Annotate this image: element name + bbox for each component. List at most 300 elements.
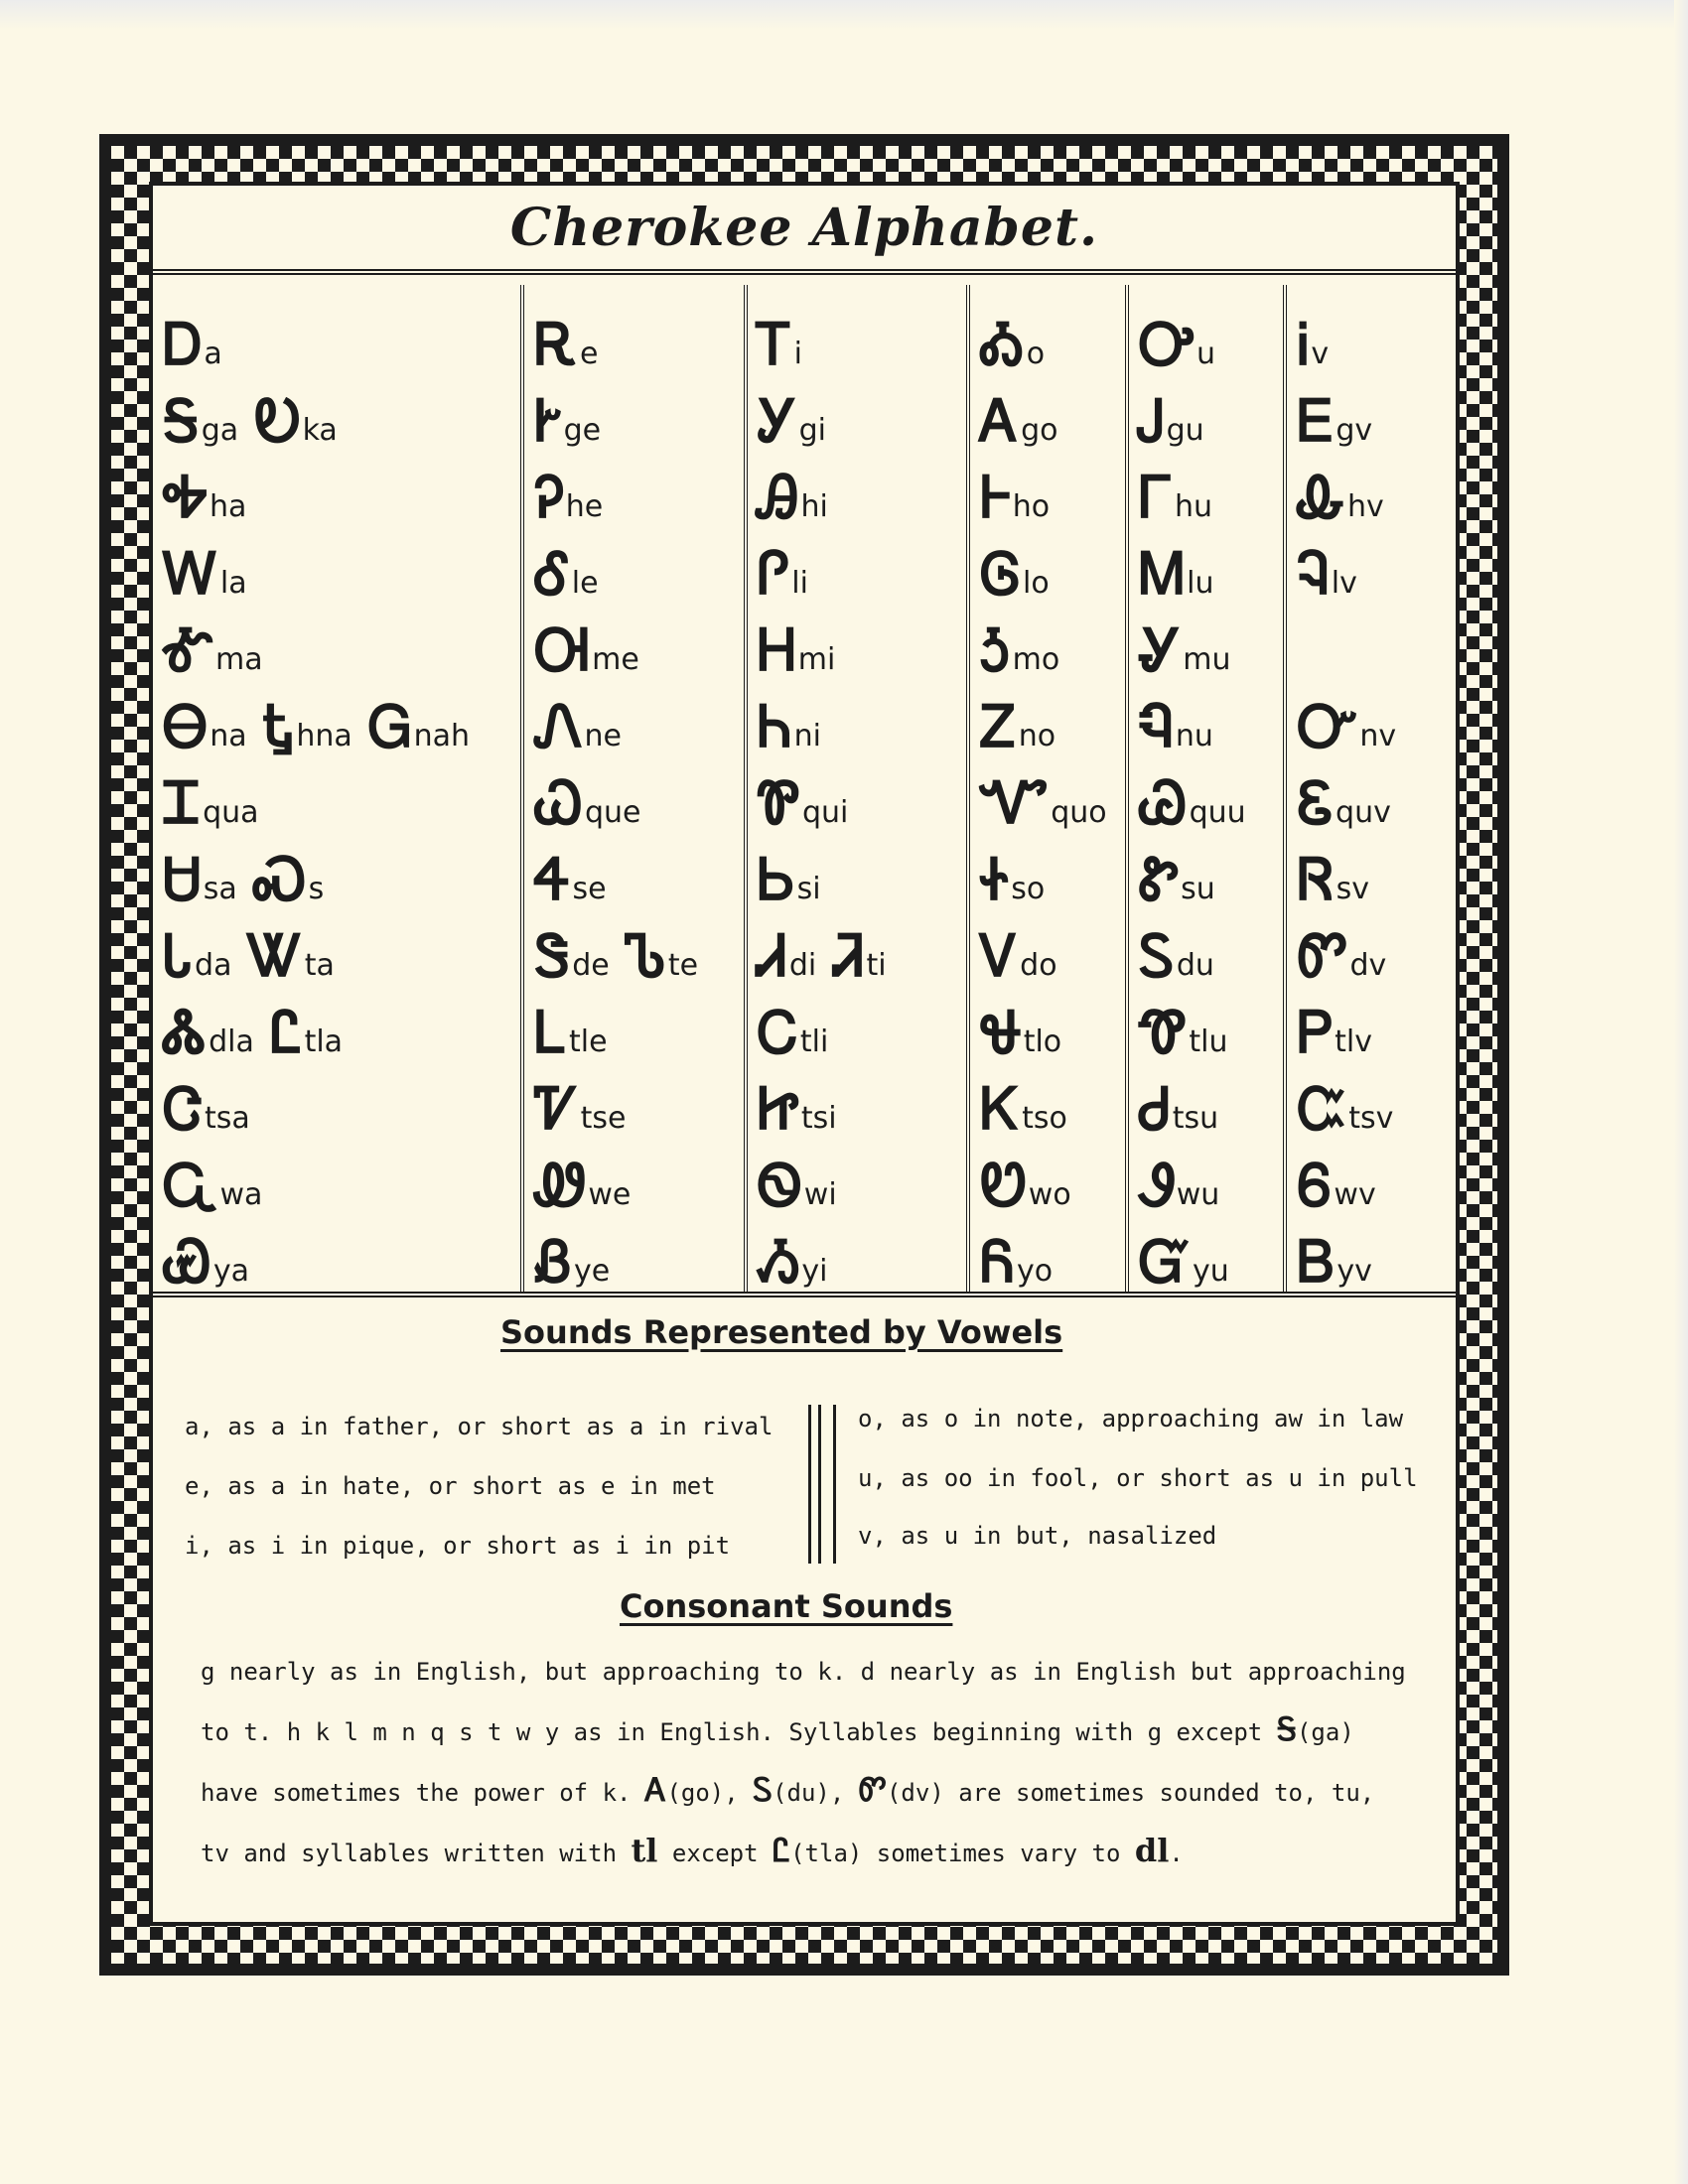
syllable-glyph: Ꮫ bbox=[1297, 922, 1348, 990]
syllable-sound: dv bbox=[1349, 948, 1387, 983]
syllable-cell bbox=[163, 1063, 520, 1143]
syllable-glyph: Ꮸ bbox=[1297, 1075, 1347, 1143]
syllable-sound: gu bbox=[1166, 413, 1204, 448]
a-column bbox=[153, 285, 524, 1296]
syllable-sound: ta bbox=[304, 948, 335, 983]
consonant-text-3d: (dv) are sometimes sounded to, tu, bbox=[886, 1779, 1375, 1807]
i-column bbox=[748, 285, 970, 1296]
syllable-cell bbox=[1297, 1140, 1456, 1219]
syllable-glyph: Ꮝ bbox=[252, 846, 307, 913]
syllable-e bbox=[534, 311, 599, 378]
syllable-glyph: Ꮲ bbox=[1297, 999, 1334, 1066]
syllable-sound: ya bbox=[212, 1254, 249, 1289]
syllable-sound: we bbox=[588, 1177, 632, 1212]
syllable-glyph: Ᏼ bbox=[1297, 1228, 1336, 1296]
syllable-sound: tle bbox=[569, 1024, 608, 1059]
syllable-cell bbox=[1138, 681, 1284, 760]
syllable-glyph: Ꮾ bbox=[1297, 1152, 1333, 1219]
syllable-ho bbox=[980, 464, 1051, 531]
syllable-sound: gi bbox=[798, 413, 826, 448]
syllable-glyph: Ꭲ bbox=[757, 311, 792, 378]
syllable-sound: mu bbox=[1183, 642, 1231, 677]
syllable-sound: tsv bbox=[1348, 1101, 1394, 1136]
syllable-glyph: Ꮊ bbox=[534, 616, 591, 684]
consonant-text-3b: (go), bbox=[666, 1779, 739, 1807]
syllable-glyph: Ꭿ bbox=[757, 464, 799, 531]
syllable-wa bbox=[163, 1152, 263, 1219]
consonant-text bbox=[201, 1643, 1432, 1882]
syllable-sound: tso bbox=[1022, 1101, 1067, 1136]
syllable-glyph: Ꭹ bbox=[757, 387, 797, 455]
syllable-cell bbox=[757, 1140, 966, 1219]
syllable-sound: lu bbox=[1187, 566, 1214, 601]
syllable-glyph: Ꮳ bbox=[163, 1075, 203, 1143]
vowel-line-u: u, as oo in fool, or short as u in pull bbox=[858, 1464, 1418, 1492]
syllable-ga bbox=[163, 387, 239, 455]
syllable-sound: sv bbox=[1336, 872, 1370, 906]
syllable-cell bbox=[980, 1216, 1125, 1296]
syllable-glyph: Ꭳ bbox=[980, 311, 1025, 378]
syllable-cell bbox=[534, 834, 743, 913]
vowel-line-v: v, as u in but, nasalized bbox=[858, 1522, 1217, 1550]
syllable-glyph: Ꮰ bbox=[980, 999, 1022, 1066]
syllable-cell bbox=[1138, 910, 1284, 990]
syllable-cell bbox=[163, 910, 520, 990]
syllable-gi bbox=[757, 387, 826, 455]
syllable-cell bbox=[1297, 910, 1456, 990]
e-column bbox=[524, 285, 747, 1296]
syllable-qui bbox=[757, 769, 849, 837]
syllable-sound: si bbox=[796, 872, 821, 906]
syllable-cell bbox=[534, 452, 743, 531]
syllable-sound: que bbox=[584, 795, 641, 830]
syllable-cell bbox=[163, 528, 520, 608]
syllable-cell bbox=[980, 757, 1125, 837]
syllable-glyph: Ꮹ bbox=[163, 1152, 218, 1219]
syllable-cell bbox=[534, 681, 743, 760]
syllable-glyph: Ꮷ bbox=[1138, 1075, 1171, 1143]
syllable-sound: mo bbox=[1012, 642, 1060, 677]
syllable-nah bbox=[367, 693, 471, 760]
syllable-cell bbox=[534, 757, 743, 837]
consonant-text-2a: to t. h k l m n q s t w y as in English. Syllables beginning with g except bbox=[201, 1718, 1263, 1746]
chart-panel bbox=[149, 182, 1460, 1926]
syllable-cell bbox=[163, 834, 520, 913]
syllable-glyph: Ꭸ bbox=[534, 387, 562, 455]
syllabary-grid bbox=[153, 285, 1456, 1297]
syllable-quo bbox=[980, 769, 1107, 837]
u-column bbox=[1129, 285, 1288, 1296]
syllable-glyph: Ꮄ bbox=[534, 540, 570, 608]
syllable-glyph-tla: Ꮭ bbox=[773, 1832, 791, 1869]
syllable-cell bbox=[1297, 1063, 1456, 1143]
syllable-wv bbox=[1297, 1152, 1376, 1219]
syllable-cell bbox=[1138, 1063, 1284, 1143]
syllable-cell bbox=[757, 681, 966, 760]
syllable-sound: tsa bbox=[204, 1101, 250, 1136]
scan-edge bbox=[0, 0, 1688, 30]
syllable-cell bbox=[1138, 834, 1284, 913]
syllable-cell bbox=[534, 1140, 743, 1219]
syllable-sound: du bbox=[1176, 948, 1214, 983]
syllable-cell bbox=[163, 452, 520, 531]
syllable-glyph: Ꭶ bbox=[163, 387, 200, 455]
syllable-glyph: Ꭾ bbox=[534, 464, 564, 531]
syllable-glyph: Ꮿ bbox=[163, 1228, 211, 1296]
syllable-glyph: Ꮕ bbox=[1297, 693, 1358, 760]
syllable-cell bbox=[1297, 452, 1456, 531]
syllable-sound: hi bbox=[800, 489, 828, 524]
syllable-sound: wv bbox=[1334, 1177, 1376, 1212]
syllable-cell bbox=[757, 987, 966, 1066]
syllable-glyph: Ꮟ bbox=[757, 846, 795, 913]
syllable-sound: dla bbox=[209, 1024, 254, 1059]
syllable-glyph: Ꮯ bbox=[757, 999, 798, 1066]
syllable-hi bbox=[757, 464, 828, 531]
syllable-sound: hna bbox=[296, 719, 352, 753]
syllable-glyph: Ꮃ bbox=[163, 540, 218, 608]
syllable-gu bbox=[1138, 387, 1204, 455]
syllable-sv bbox=[1297, 846, 1370, 913]
letters-tl: tl bbox=[631, 1832, 658, 1869]
syllable-tsa bbox=[163, 1075, 250, 1143]
syllable-gv bbox=[1297, 387, 1373, 455]
syllable-cell bbox=[757, 834, 966, 913]
syllable-lu bbox=[1138, 540, 1214, 608]
syllable-cell bbox=[163, 375, 520, 455]
syllable-tsv bbox=[1297, 1075, 1394, 1143]
syllable-glyph: Ꮗ bbox=[534, 769, 583, 837]
syllable-mo bbox=[980, 616, 1060, 684]
syllable-tla bbox=[269, 999, 344, 1066]
syllable-cell bbox=[534, 299, 743, 378]
syllable-sound: sa bbox=[203, 872, 237, 906]
syllable-glyph-go: Ꭺ bbox=[644, 1771, 667, 1809]
syllable-ti bbox=[832, 922, 887, 990]
syllable-sound: na bbox=[210, 719, 247, 753]
consonant-text-2b: (ga) bbox=[1296, 1718, 1354, 1746]
title-box bbox=[153, 186, 1456, 275]
syllable-glyph: Ꮽ bbox=[1138, 1152, 1175, 1219]
syllable-cell bbox=[1297, 1216, 1456, 1296]
syllable-cell bbox=[980, 834, 1125, 913]
syllable-sound: lv bbox=[1331, 566, 1357, 601]
syllable-sound: wu bbox=[1176, 1177, 1220, 1212]
syllable-glyph: Ꮧ bbox=[757, 922, 787, 990]
syllable-sound: ma bbox=[215, 642, 263, 677]
syllable-wu bbox=[1138, 1152, 1220, 1219]
consonant-text-4end: . bbox=[1169, 1840, 1184, 1867]
syllable-cell bbox=[980, 452, 1125, 531]
syllable-cell bbox=[534, 605, 743, 684]
syllable-sound: tla bbox=[304, 1024, 344, 1059]
syllable-yu bbox=[1138, 1228, 1229, 1296]
syllable-sound: tlv bbox=[1335, 1024, 1373, 1059]
syllable-yi bbox=[757, 1228, 828, 1296]
consonant-text-3c: (du), bbox=[773, 1779, 845, 1807]
syllable-mu bbox=[1138, 616, 1231, 684]
syllable-glyph: Ꮞ bbox=[534, 846, 571, 913]
syllable-glyph: Ꮍ bbox=[1138, 616, 1182, 684]
syllable-sound: la bbox=[219, 566, 247, 601]
syllable-cell bbox=[757, 452, 966, 531]
vowels-heading: Sounds Represented by Vowels bbox=[500, 1313, 1063, 1351]
syllable-ka bbox=[254, 387, 338, 455]
syllable-glyph: Ꮥ bbox=[534, 922, 571, 990]
syllable-so bbox=[980, 846, 1046, 913]
syllable-glyph: Ꮣ bbox=[163, 922, 194, 990]
syllable-la bbox=[163, 540, 247, 608]
syllable-ma bbox=[163, 616, 263, 684]
v-column bbox=[1287, 285, 1456, 1296]
syllable-sound: tsi bbox=[800, 1101, 837, 1136]
syllable-tlo bbox=[980, 999, 1062, 1066]
syllable-li bbox=[757, 540, 808, 608]
syllable-sound: le bbox=[571, 566, 599, 601]
syllable-sound: a bbox=[204, 337, 222, 371]
syllable-sound: tse bbox=[580, 1101, 627, 1136]
syllable-glyph: Ᏸ bbox=[534, 1228, 572, 1296]
divider-bars bbox=[808, 1405, 836, 1564]
syllable-sound: he bbox=[565, 489, 604, 524]
syllable-sound: yv bbox=[1336, 1254, 1372, 1289]
syllable-dv bbox=[1297, 922, 1387, 990]
syllable-glyph: Ꮋ bbox=[757, 616, 796, 684]
syllable-sound: da bbox=[195, 948, 232, 983]
syllable-sound: yo bbox=[1016, 1254, 1054, 1289]
syllable-sound: tli bbox=[799, 1024, 829, 1059]
syllable-glyph: Ꮮ bbox=[534, 999, 568, 1066]
syllable-tle bbox=[534, 999, 608, 1066]
syllable-sound: e bbox=[579, 337, 599, 371]
syllable-glyph: Ꮐ bbox=[367, 693, 412, 760]
syllable-cell bbox=[757, 910, 966, 990]
syllable-cell bbox=[163, 681, 520, 760]
vowel-line-e: e, as a in hate, or short as e in met bbox=[185, 1472, 716, 1500]
syllable-ge bbox=[534, 387, 602, 455]
syllable-sound: qui bbox=[802, 795, 849, 830]
syllable-sound: ho bbox=[1012, 489, 1051, 524]
syllable-glyph: Ꭵ bbox=[1297, 311, 1310, 378]
syllable-cell bbox=[980, 1140, 1125, 1219]
syllable-cell bbox=[1138, 299, 1284, 378]
syllable-cell bbox=[163, 605, 520, 684]
syllable-sound: li bbox=[791, 566, 808, 601]
consonant-text-4c: (tla) sometimes vary to bbox=[790, 1840, 1121, 1867]
syllable-glyph: Ꮔ bbox=[1138, 693, 1174, 760]
syllable-me bbox=[534, 616, 639, 684]
syllable-glyph-dv: Ꮫ bbox=[858, 1771, 887, 1809]
scan-edge-right bbox=[1674, 0, 1688, 2184]
syllable-cell bbox=[163, 299, 520, 378]
syllable-cell bbox=[757, 1063, 966, 1143]
syllable-glyph: Ꮨ bbox=[832, 922, 865, 990]
syllable-sound: quv bbox=[1336, 795, 1391, 830]
syllable-glyph: Ꮈ bbox=[1297, 540, 1330, 608]
syllable-sound: ne bbox=[584, 719, 622, 753]
syllable-que bbox=[534, 769, 641, 837]
syllable-cell bbox=[757, 605, 966, 684]
syllable-sa bbox=[163, 846, 237, 913]
syllable-sound: quu bbox=[1189, 795, 1246, 830]
syllable-sound: di bbox=[788, 948, 817, 983]
syllable-sound: v bbox=[1311, 337, 1330, 371]
syllable-tlv bbox=[1297, 999, 1373, 1066]
syllable-sound: ge bbox=[563, 413, 602, 448]
syllable-cell bbox=[980, 299, 1125, 378]
syllable-cell bbox=[757, 757, 966, 837]
syllable-glyph: Ꮦ bbox=[625, 922, 666, 990]
syllable-sound: do bbox=[1020, 948, 1057, 983]
syllable-v bbox=[1297, 311, 1330, 378]
syllable-tsu bbox=[1138, 1075, 1219, 1143]
vowel-line-i: i, as i in pique, or short as i in pit bbox=[185, 1532, 731, 1560]
syllable-sound: go bbox=[1021, 413, 1058, 448]
syllable-sound: u bbox=[1196, 337, 1215, 371]
syllable-sound: yu bbox=[1193, 1254, 1229, 1289]
syllable-hna bbox=[262, 693, 352, 760]
syllable-cell bbox=[980, 910, 1125, 990]
syllable-cell bbox=[1138, 757, 1284, 837]
syllable-lv bbox=[1297, 540, 1357, 608]
consonant-text-3a: have sometimes the power of k. bbox=[201, 1779, 632, 1807]
syllable-sound: se bbox=[572, 872, 607, 906]
syllable-glyph: Ꮉ bbox=[163, 616, 214, 684]
syllable-cell bbox=[980, 1063, 1125, 1143]
syllable-go bbox=[980, 387, 1058, 455]
syllable-cell bbox=[534, 375, 743, 455]
o-column bbox=[970, 285, 1129, 1296]
syllable-glyph: Ꭷ bbox=[254, 387, 301, 455]
syllable-cell bbox=[163, 1140, 520, 1219]
syllable-cell bbox=[1297, 375, 1456, 455]
syllable-glyph: Ꮌ bbox=[980, 616, 1011, 684]
syllable-tlu bbox=[1138, 999, 1228, 1066]
syllable-lo bbox=[980, 540, 1050, 608]
syllable-sound: ni bbox=[793, 719, 822, 753]
syllable-glyph: Ᏹ bbox=[757, 1228, 800, 1296]
consonant-text-1: g nearly as in English, but approaching to k. d nearly as in English but approaching bbox=[201, 1658, 1406, 1686]
syllable-sound: so bbox=[1011, 872, 1046, 906]
syllable-cell bbox=[1297, 299, 1456, 378]
syllable-glyph: Ꮇ bbox=[1138, 540, 1186, 608]
syllable-glyph: Ꮀ bbox=[980, 464, 1011, 531]
letters-dl: dl bbox=[1134, 1832, 1170, 1869]
syllable-nu bbox=[1138, 693, 1213, 760]
syllable-glyph: Ꭻ bbox=[1138, 387, 1165, 455]
syllable-glyph: Ꮼ bbox=[980, 1152, 1027, 1219]
syllable-sound: me bbox=[592, 642, 639, 677]
syllable-glyph-ga: Ꭶ bbox=[1276, 1710, 1297, 1748]
syllable-sound: quo bbox=[1051, 795, 1107, 830]
syllable-s bbox=[252, 846, 325, 913]
syllable-glyph: Ᏺ bbox=[980, 1228, 1015, 1296]
syllable-cell bbox=[534, 1063, 743, 1143]
consonant-text-4b: except bbox=[671, 1840, 759, 1867]
syllable-glyph: Ꮡ bbox=[1138, 846, 1180, 913]
syllable-sound: qua bbox=[203, 795, 259, 830]
syllable-sound: ye bbox=[574, 1254, 611, 1289]
syllable-sound: o bbox=[1026, 337, 1046, 371]
syllable-sound: lo bbox=[1022, 566, 1050, 601]
syllable-sound: ha bbox=[210, 489, 247, 524]
syllable-sound: no bbox=[1018, 719, 1056, 753]
syllable-di bbox=[757, 922, 817, 990]
syllable-cell bbox=[980, 605, 1125, 684]
consonant-text-4a: tv and syllables written with bbox=[201, 1840, 618, 1867]
syllable-sound: tsu bbox=[1172, 1101, 1219, 1136]
syllable-glyph: Ꮆ bbox=[980, 540, 1021, 608]
syllable-cell bbox=[1138, 1140, 1284, 1219]
syllable-no bbox=[980, 693, 1056, 760]
syllable-ya bbox=[163, 1228, 249, 1296]
syllable-qua bbox=[163, 769, 259, 837]
syllable-cell bbox=[163, 987, 520, 1066]
syllable-glyph: Ꮵ bbox=[757, 1075, 799, 1143]
syllable-cell bbox=[1138, 1216, 1284, 1296]
syllable-cell bbox=[1138, 987, 1284, 1066]
consonant-line-4 bbox=[201, 1822, 1432, 1882]
syllable-glyph: Ꮁ bbox=[1138, 464, 1174, 531]
syllable-glyph: Ᏻ bbox=[1138, 1228, 1191, 1296]
consonant-line-3 bbox=[201, 1761, 1432, 1822]
syllable-u bbox=[1138, 311, 1215, 378]
syllable-glyph: Ꮬ bbox=[163, 999, 208, 1066]
syllable-cell bbox=[757, 299, 966, 378]
vowel-line-o: o, as o in note, approaching aw in law bbox=[858, 1405, 1404, 1433]
syllable-cell bbox=[980, 987, 1125, 1066]
syllable-glyph-du: Ꮪ bbox=[753, 1771, 774, 1809]
syllable-cell bbox=[1138, 452, 1284, 531]
syllable-cell bbox=[534, 528, 743, 608]
syllable-glyph: Ꮙ bbox=[980, 769, 1050, 837]
syllable-sound: te bbox=[667, 948, 699, 983]
syllable-si bbox=[757, 846, 821, 913]
syllable-glyph: Ꮺ bbox=[534, 1152, 587, 1219]
syllable-glyph: Ꮻ bbox=[757, 1152, 802, 1219]
syllable-ta bbox=[247, 922, 335, 990]
syllable-glyph: Ꮩ bbox=[980, 922, 1019, 990]
vowel-line-a: a, as a in father, or short as a in rival bbox=[185, 1413, 774, 1440]
syllable-sound: su bbox=[1181, 872, 1215, 906]
syllable-glyph: Ꭼ bbox=[1297, 387, 1335, 455]
syllable-cell bbox=[534, 1216, 743, 1296]
syllable-i bbox=[757, 311, 802, 378]
syllable-sound: nah bbox=[413, 719, 471, 753]
syllable-glyph: Ꮜ bbox=[163, 846, 202, 913]
syllable-wi bbox=[757, 1152, 837, 1219]
syllable-le bbox=[534, 540, 599, 608]
syllable-sound: nu bbox=[1175, 719, 1213, 753]
syllable-tsi bbox=[757, 1075, 837, 1143]
syllable-cell bbox=[1138, 605, 1284, 684]
syllable-cell bbox=[534, 910, 743, 990]
syllable-glyph: Ꮭ bbox=[269, 999, 303, 1066]
syllable-glyph: Ꮠ bbox=[980, 846, 1010, 913]
syllable-glyph: Ꮓ bbox=[980, 693, 1017, 760]
syllable-se bbox=[534, 846, 607, 913]
syllable-cell bbox=[1297, 757, 1456, 837]
syllable-ni bbox=[757, 693, 822, 760]
syllable-cell bbox=[757, 1216, 966, 1296]
syllable-glyph: Ꮎ bbox=[163, 693, 209, 760]
syllable-quu bbox=[1138, 769, 1246, 837]
syllable-glyph: Ꮑ bbox=[534, 693, 583, 760]
syllable-tse bbox=[534, 1075, 627, 1143]
syllable-glyph: Ꮱ bbox=[1138, 999, 1188, 1066]
syllable-glyph: Ꮴ bbox=[534, 1075, 579, 1143]
syllable-sound: ti bbox=[866, 948, 887, 983]
